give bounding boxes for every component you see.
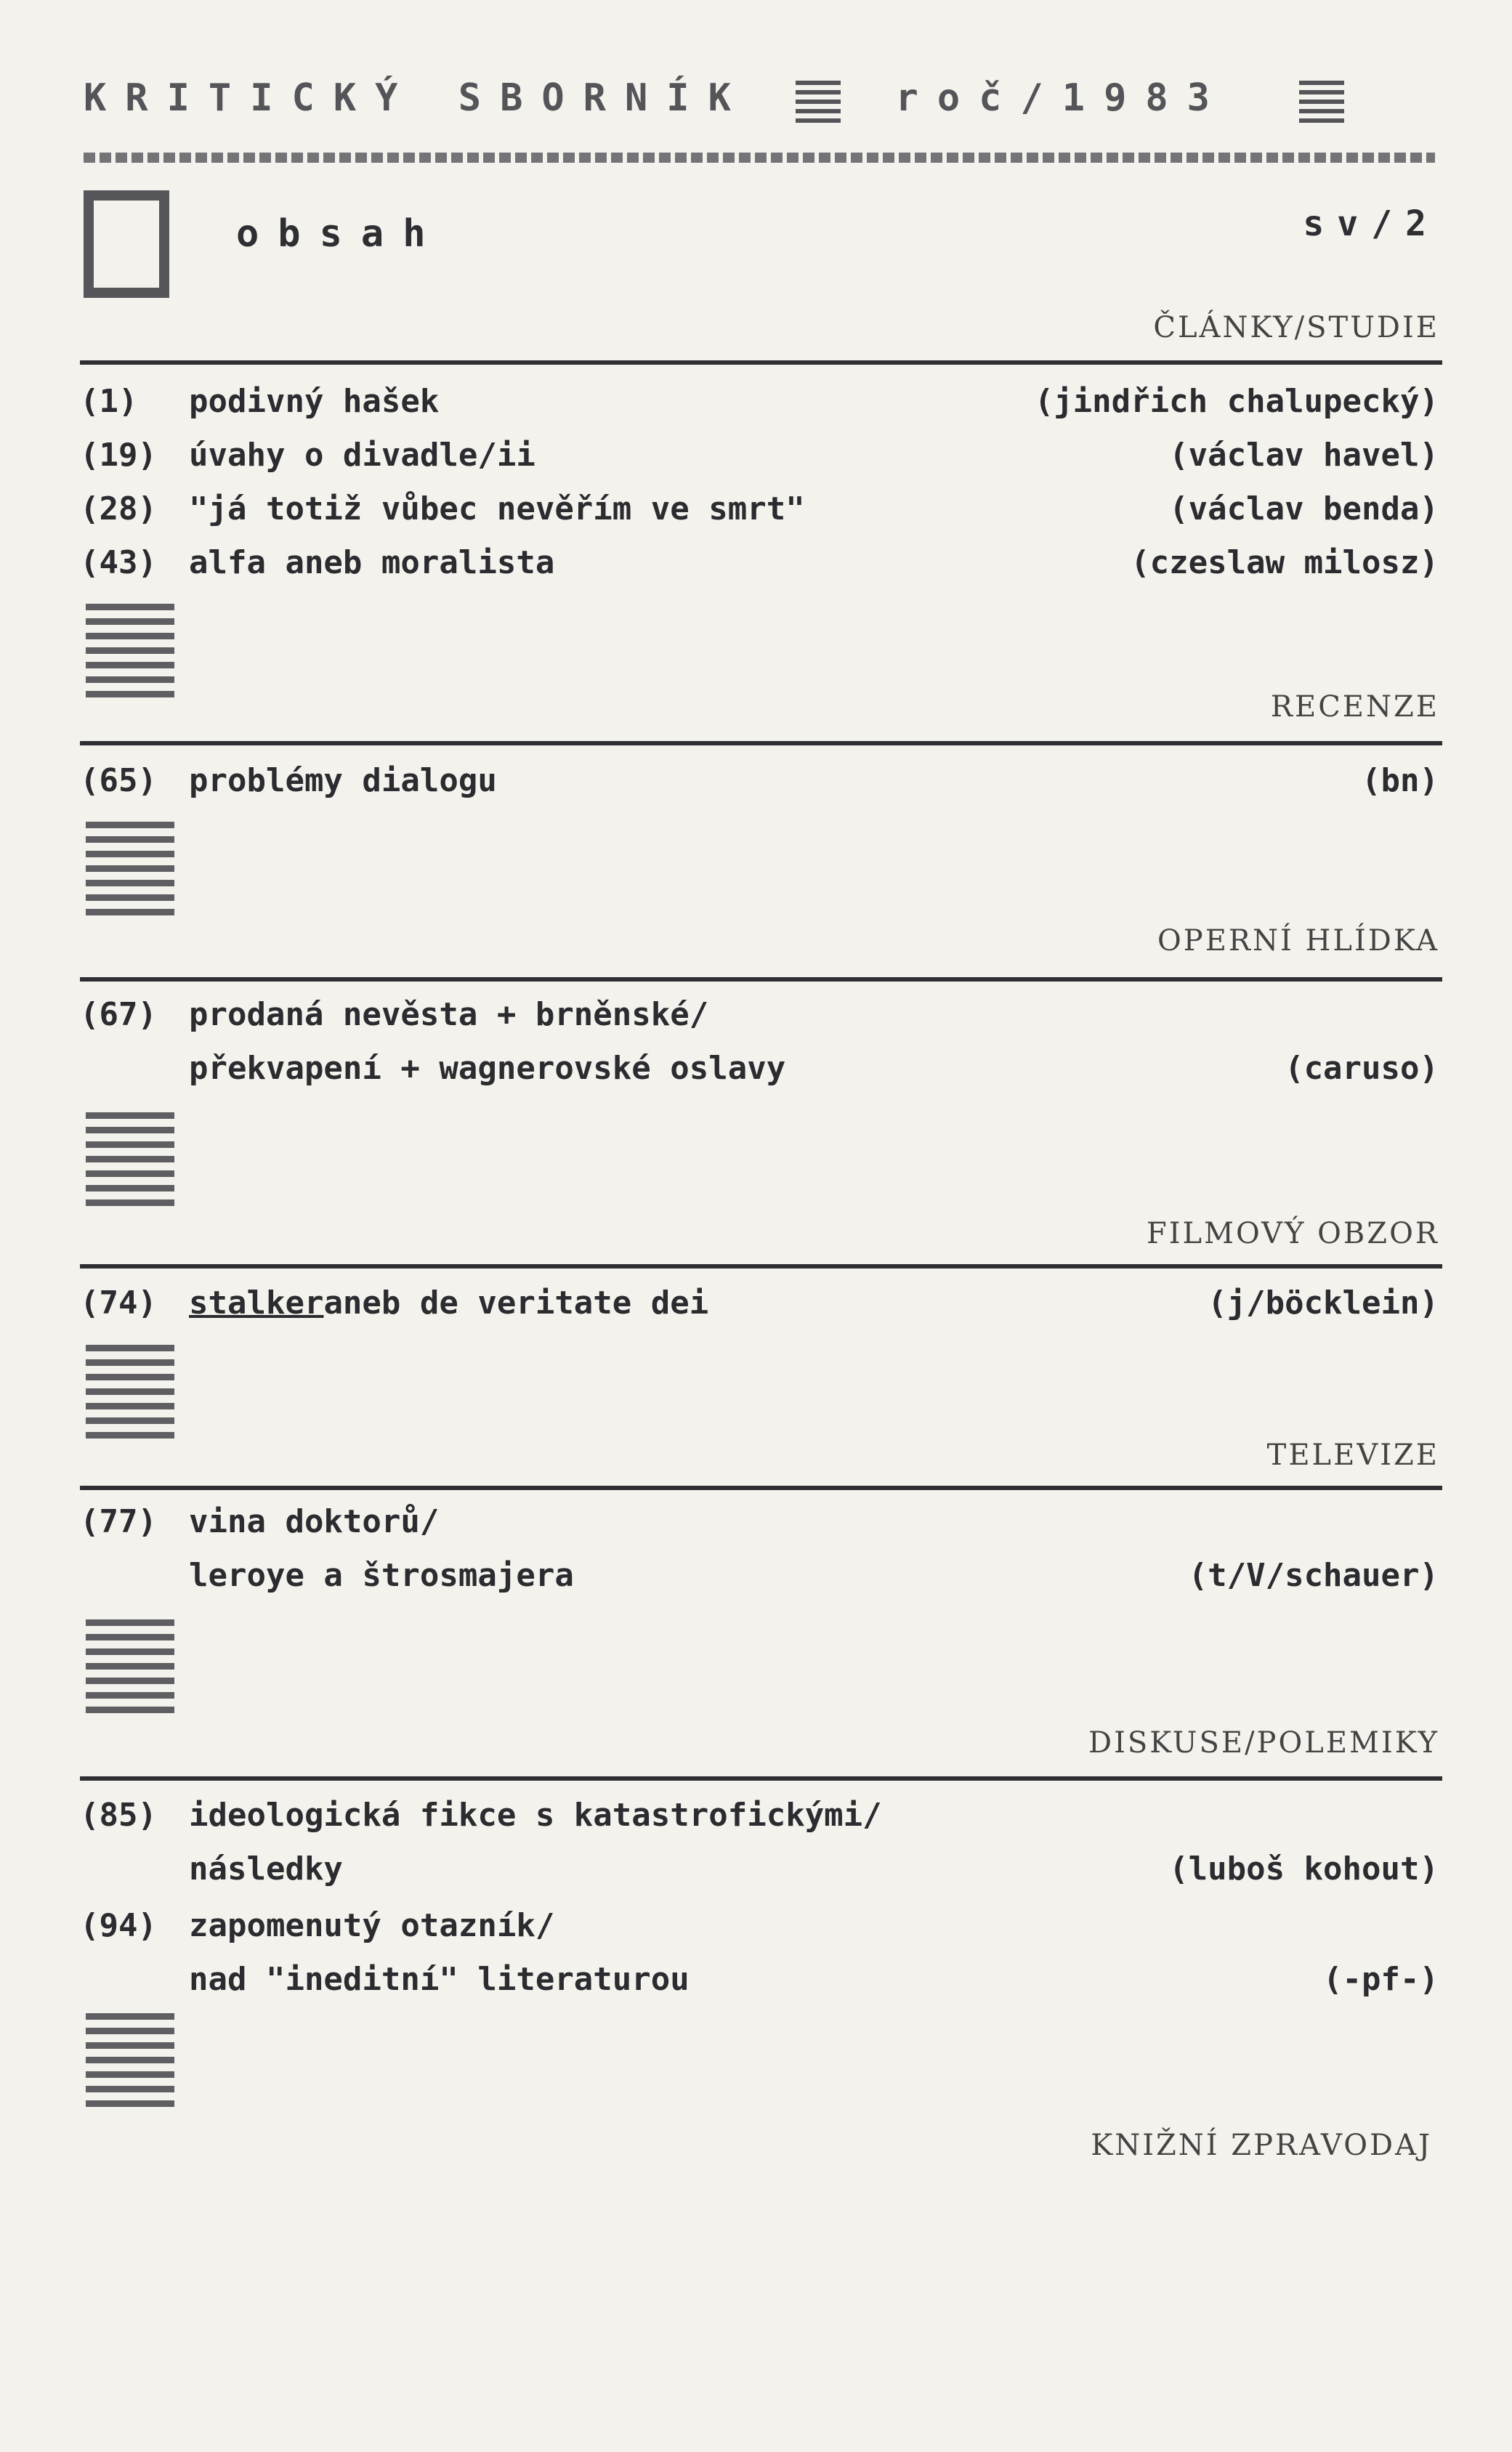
journal-year: roč/1983 bbox=[895, 76, 1229, 120]
entry-title-continued: leroye a štrosmajera bbox=[189, 1557, 574, 1594]
page-number: (94) bbox=[80, 1907, 157, 1944]
entry-title: úvahy o divadle/ii bbox=[189, 437, 535, 474]
entry-title: "já totiž vůbec nevěřím ve smrt" bbox=[189, 490, 805, 527]
entry-title: alfa aneb moralista bbox=[189, 544, 555, 581]
page-number: (43) bbox=[80, 544, 157, 581]
entry-author: (czeslaw milosz) bbox=[1131, 544, 1439, 581]
page-number: (67) bbox=[80, 996, 157, 1033]
page-number: (77) bbox=[80, 1503, 157, 1540]
section-heading-knizni: KNIŽNÍ ZPRAVODAJ bbox=[1091, 2129, 1432, 2162]
page-number: (19) bbox=[80, 437, 157, 474]
toc-entry bbox=[80, 1899, 1446, 2007]
entry-title: vina doktorů/ bbox=[189, 1503, 440, 1540]
entry-title-continued: následky bbox=[189, 1850, 343, 1887]
section-rule bbox=[80, 1486, 1442, 1490]
entry-title-underlined: stalker bbox=[189, 1284, 324, 1322]
entry-author: (t/V/schauer) bbox=[1188, 1557, 1439, 1594]
section-heading-recenze: RECENZE bbox=[1270, 690, 1439, 724]
entry-title: ideologická fikce s katastrofickými/ bbox=[189, 1797, 882, 1834]
toc-entry bbox=[80, 429, 1446, 482]
dashed-divider bbox=[84, 153, 1435, 163]
toc-entry bbox=[80, 754, 1446, 808]
section-heading-clanky: ČLÁNKY/STUDIE bbox=[1153, 311, 1439, 344]
entry-author: (jindřich chalupecký) bbox=[1034, 383, 1439, 420]
journal-title: KRITICKÝ SBORNÍK bbox=[84, 76, 750, 120]
block-ornament-icon bbox=[86, 821, 174, 915]
entry-title: zapomenutý otazník/ bbox=[189, 1907, 555, 1944]
entry-title-continued: překvapení + wagnerovské oslavy bbox=[189, 1050, 786, 1087]
entry-title: problémy dialogu bbox=[189, 762, 497, 799]
section-rule bbox=[80, 741, 1442, 745]
section-rule bbox=[80, 1776, 1442, 1781]
page-number: (65) bbox=[80, 762, 157, 799]
entry-author: (-pf-) bbox=[1323, 1961, 1439, 1998]
entry-author: (j/böcklein) bbox=[1208, 1284, 1439, 1322]
section-rule bbox=[80, 1264, 1442, 1269]
toc-entry bbox=[80, 536, 1446, 590]
toc-entry bbox=[80, 1276, 1446, 1330]
block-ornament-icon bbox=[1299, 78, 1344, 123]
entry-title: aneb de veritate dei bbox=[323, 1284, 709, 1322]
section-heading-diskuse: DISKUSE/POLEMIKY bbox=[1088, 1726, 1439, 1760]
masthead bbox=[84, 76, 1435, 123]
contents-heading: obsah bbox=[236, 212, 445, 256]
entry-title-continued: nad "ineditní" literaturou bbox=[189, 1961, 690, 1998]
entry-author: (václav benda) bbox=[1169, 490, 1439, 527]
page-number: (85) bbox=[80, 1797, 157, 1834]
block-ornament-icon bbox=[86, 2012, 174, 2107]
block-ornament-icon bbox=[86, 1112, 174, 1206]
toc-entry bbox=[80, 988, 1446, 1096]
section-heading-televize: TELEVIZE bbox=[1266, 1439, 1439, 1472]
entry-author: (luboš kohout) bbox=[1169, 1850, 1439, 1887]
block-ornament-icon bbox=[796, 78, 841, 123]
volume-label: sv/2 bbox=[1303, 203, 1439, 244]
square-ornament-icon bbox=[84, 190, 169, 298]
toc-entry bbox=[80, 482, 1446, 536]
block-ornament-icon bbox=[86, 1619, 174, 1713]
section-rule bbox=[80, 360, 1442, 365]
page-number: (28) bbox=[80, 490, 157, 527]
toc-entry bbox=[80, 1789, 1446, 1896]
block-ornament-icon bbox=[86, 603, 174, 697]
section-heading-filmovy: FILMOVÝ OBZOR bbox=[1146, 1217, 1439, 1250]
page-number: (1) bbox=[80, 383, 138, 420]
section-heading-operni: OPERNÍ HLÍDKA bbox=[1157, 924, 1439, 958]
section-rule bbox=[80, 977, 1442, 982]
entry-title: prodaná nevěsta + brněnské/ bbox=[189, 996, 709, 1033]
page-number: (74) bbox=[80, 1284, 157, 1322]
entry-author: (bn) bbox=[1362, 762, 1439, 799]
entry-title: podivný hašek bbox=[189, 383, 440, 420]
entry-author: (václav havel) bbox=[1169, 437, 1439, 474]
entry-author: (caruso) bbox=[1285, 1050, 1439, 1087]
block-ornament-icon bbox=[86, 1344, 174, 1439]
toc-entry bbox=[80, 375, 1446, 429]
toc-entry bbox=[80, 1495, 1446, 1603]
